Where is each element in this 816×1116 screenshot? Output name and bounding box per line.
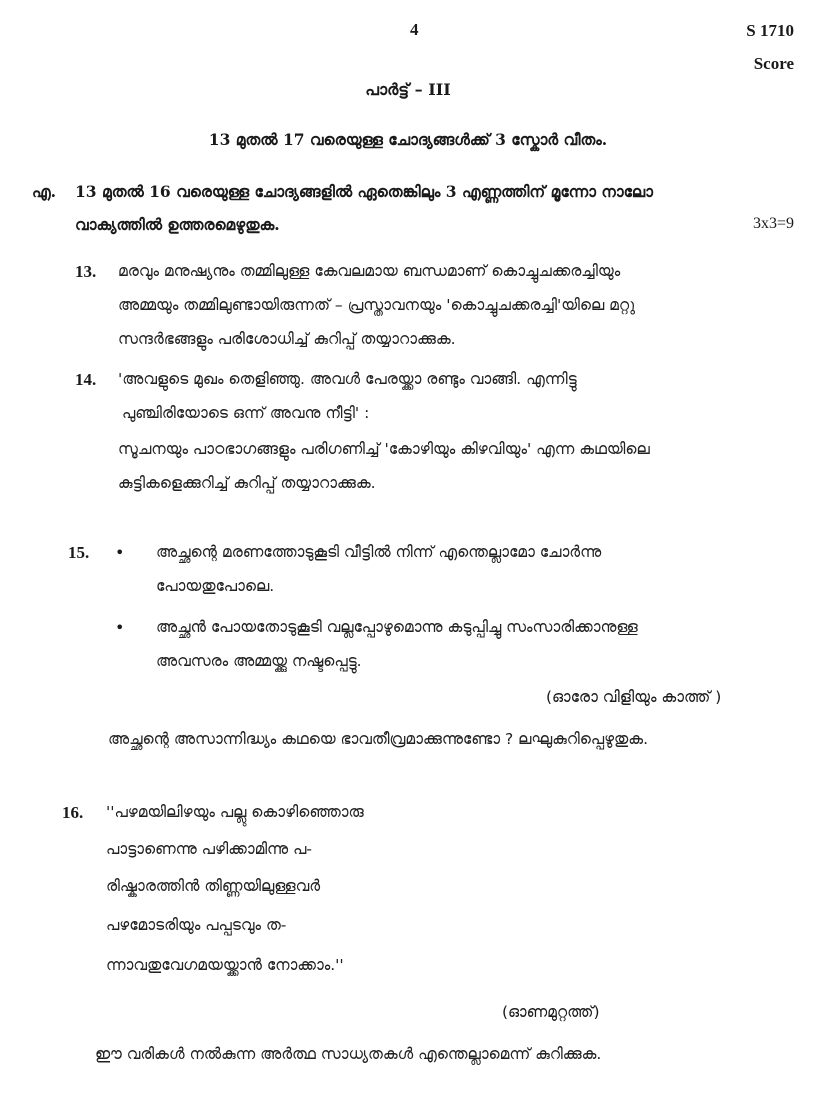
page-number: 4: [410, 20, 419, 39]
question-16-number: 16.: [62, 803, 84, 822]
paper-code: S 1710: [746, 21, 794, 40]
question-13-line-1: മരവും മനുഷ്യനും തമ്മിലുള്ള കേവലമായ ബന്ധമാണ് കൊച്ചുചക്കരച്ചിയും: [118, 262, 621, 280]
question-15-prompt: അച്ഛന്റെ അസാന്നിദ്ധ്യം കഥയെ ഭാവതീവ്രമാക്കുന്നുണ്ടോ ? ലഘുകുറിപ്പെഴുതുക.: [108, 730, 648, 748]
question-14-line-1: 'അവളുടെ മുഖം തെളിഞ്ഞു. അവൾ പേരയ്ക്കാ രണ്ടും വാങ്ങി. എന്നിട്ടു: [118, 370, 577, 388]
part-title: പാർട്ട് – III: [365, 80, 451, 99]
question-14-line-3: സൂചനയും പാഠഭാഗങ്ങളും പരിഗണിച്ച് 'കോഴിയും കിഴവിയും' എന്ന കഥയിലെ: [118, 440, 650, 458]
question-15-source: (ഓരോ വിളിയും കാത്ത് ): [546, 688, 722, 706]
part-instruction: 13 മുതൽ 17 വരെയുള്ള ചോദ്യങ്ങൾക്ക് 3 സ്കോർ വീതം.: [208, 130, 608, 149]
question-16-line-5: ന്നാവതുവേഗമയയ്ക്കാൻ നോക്കാം.'': [106, 956, 344, 974]
question-16-line-1: ''പഴമയിലിഴയും പല്ലു കൊഴിഞ്ഞൊരു: [106, 803, 364, 821]
question-13-number: 13.: [75, 262, 97, 281]
section-a-line-2: വാക്യത്തിൽ ഉത്തരമെഴുതുക.: [75, 215, 280, 234]
question-15-bullet-2-line-2: അവസരം അമ്മയ്ക്കു നഷ്ടപ്പെട്ടു.: [156, 652, 362, 670]
question-16-line-4: പഴമോടരിയും പപ്പടവും ത-: [106, 916, 287, 934]
question-15-bullet-1-line-2: പോയതുപോലെ.: [156, 577, 275, 595]
question-13-line-2: അമ്മയും തമ്മിലുണ്ടായിരുന്നത് – പ്രസ്താവനയും 'കൊച്ചുചക്കരച്ചി'യിലെ മറ്റു: [118, 296, 635, 314]
section-a-label: എ.: [32, 182, 57, 201]
score-label: Score: [753, 54, 794, 73]
question-14-line-4: കുട്ടികളെക്കുറിച്ച് കുറിപ്പ് തയ്യാറാക്കുക.: [118, 474, 376, 492]
section-a-marks: 3x3=9: [752, 215, 794, 232]
section-a-line-1: 13 മുതൽ 16 വരെയുള്ള ചോദ്യങ്ങളിൽ ഏതെങ്കിലും 3 എണ്ണത്തിന് മൂന്നോ നാലോ: [75, 182, 654, 201]
question-14-line-2: പുഞ്ചിരിയോടെ ഒന്ന് അവനു നീട്ടി' :: [122, 404, 370, 422]
question-16-prompt: ഈ വരികൾ നൽകുന്ന അർത്ഥ സാധ്യതകൾ എന്തെല്ലാമെന്ന് കുറിക്കുക.: [95, 1045, 602, 1063]
question-16-line-3: രിഷ്കാരത്തിൻ തിണ്ണയിലുള്ളവർ: [106, 877, 321, 895]
question-16-line-2: പാട്ടാണെന്നു പഴിക്കാമിന്നു പ-: [106, 840, 312, 858]
question-16-source: (ഓണമുറ്റത്ത്): [502, 1003, 600, 1021]
bullet-2: •: [115, 618, 125, 637]
question-14-number: 14.: [75, 370, 97, 389]
question-15-bullet-2-line-1: അച്ഛൻ പോയതോടുകൂടി വല്ലപ്പോഴുമൊന്നു കടുപ്പിച്ചു സംസാരിക്കാനുള്ള: [156, 618, 638, 636]
bullet-1: •: [115, 543, 125, 562]
question-15-number: 15.: [68, 543, 90, 562]
question-15-bullet-1-line-1: അച്ഛന്റെ മരണത്തോടുകൂടി വീട്ടിൽ നിന്ന് എന്തെല്ലാമോ ചോർന്നു: [156, 543, 602, 561]
question-13-line-3: സന്ദർഭങ്ങളും പരിശോധിച്ച് കുറിപ്പ് തയ്യാറാക്കുക.: [118, 330, 456, 348]
